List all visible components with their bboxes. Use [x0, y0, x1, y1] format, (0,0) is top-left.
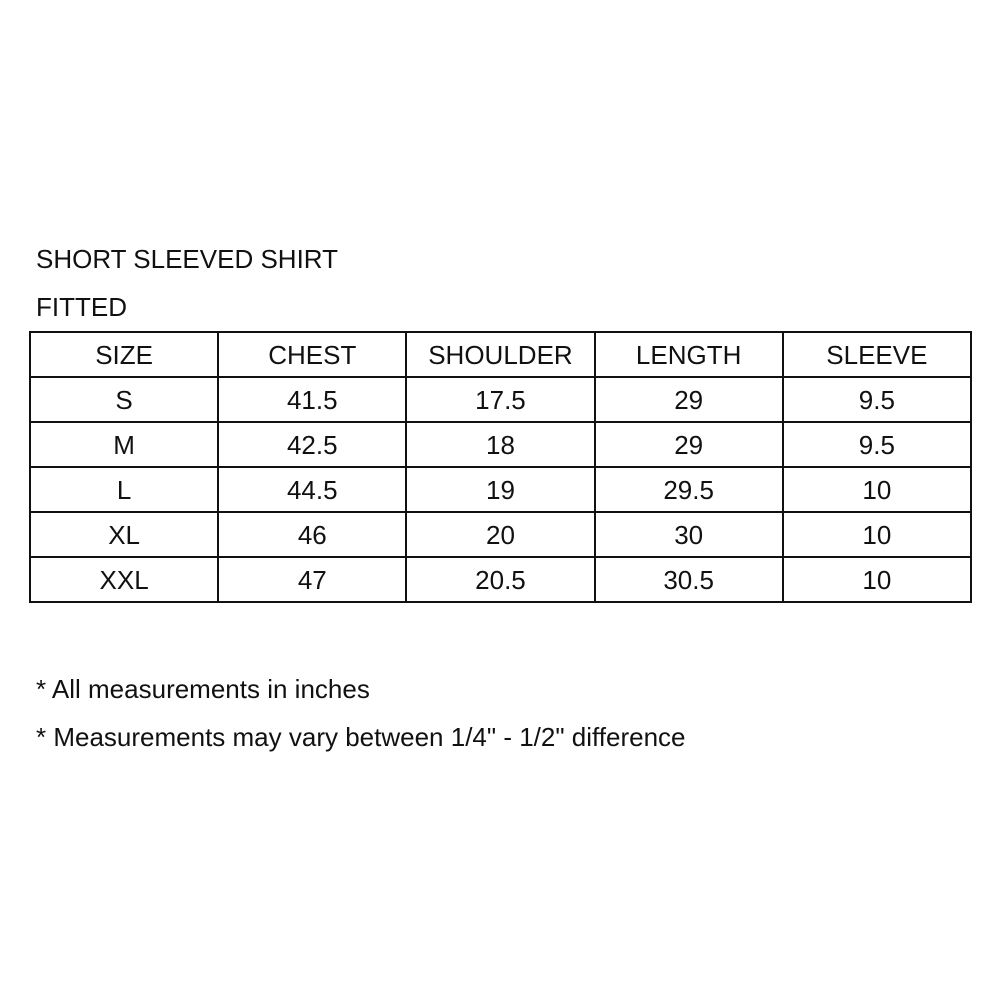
cell-shoulder: 20 [406, 512, 594, 557]
header-size: SIZE [30, 332, 218, 377]
cell-shoulder: 19 [406, 467, 594, 512]
cell-shoulder: 17.5 [406, 377, 594, 422]
table-row [30, 467, 971, 512]
cell-sleeve: 10 [783, 467, 971, 512]
cell-sleeve: 9.5 [783, 422, 971, 467]
cell-sleeve: 10 [783, 512, 971, 557]
note-units: * All measurements in inches [36, 674, 370, 704]
header-sleeve: SLEEVE [783, 332, 971, 377]
cell-length: 29 [595, 377, 783, 422]
chart-title: SHORT SLEEVED SHIRT [36, 244, 338, 274]
cell-chest: 44.5 [218, 467, 406, 512]
cell-size: M [30, 422, 218, 467]
table-row [30, 377, 971, 422]
cell-length: 30.5 [595, 557, 783, 602]
cell-chest: 46 [218, 512, 406, 557]
note-variance: * Measurements may vary between 1/4" - 1/2" difference [36, 722, 686, 752]
size-chart-table [29, 331, 972, 603]
cell-size: L [30, 467, 218, 512]
cell-length: 29.5 [595, 467, 783, 512]
cell-shoulder: 18 [406, 422, 594, 467]
header-shoulder: SHOULDER [406, 332, 594, 377]
cell-sleeve: 10 [783, 557, 971, 602]
cell-size: XXL [30, 557, 218, 602]
cell-chest: 42.5 [218, 422, 406, 467]
header-chest: CHEST [218, 332, 406, 377]
table-header-row [30, 332, 971, 377]
table-row [30, 512, 971, 557]
header-length: LENGTH [595, 332, 783, 377]
cell-length: 30 [595, 512, 783, 557]
cell-size: S [30, 377, 218, 422]
cell-sleeve: 9.5 [783, 377, 971, 422]
table-row [30, 422, 971, 467]
cell-size: XL [30, 512, 218, 557]
cell-chest: 41.5 [218, 377, 406, 422]
table-row [30, 557, 971, 602]
cell-chest: 47 [218, 557, 406, 602]
cell-length: 29 [595, 422, 783, 467]
fit-label: FITTED [36, 292, 127, 322]
cell-shoulder: 20.5 [406, 557, 594, 602]
